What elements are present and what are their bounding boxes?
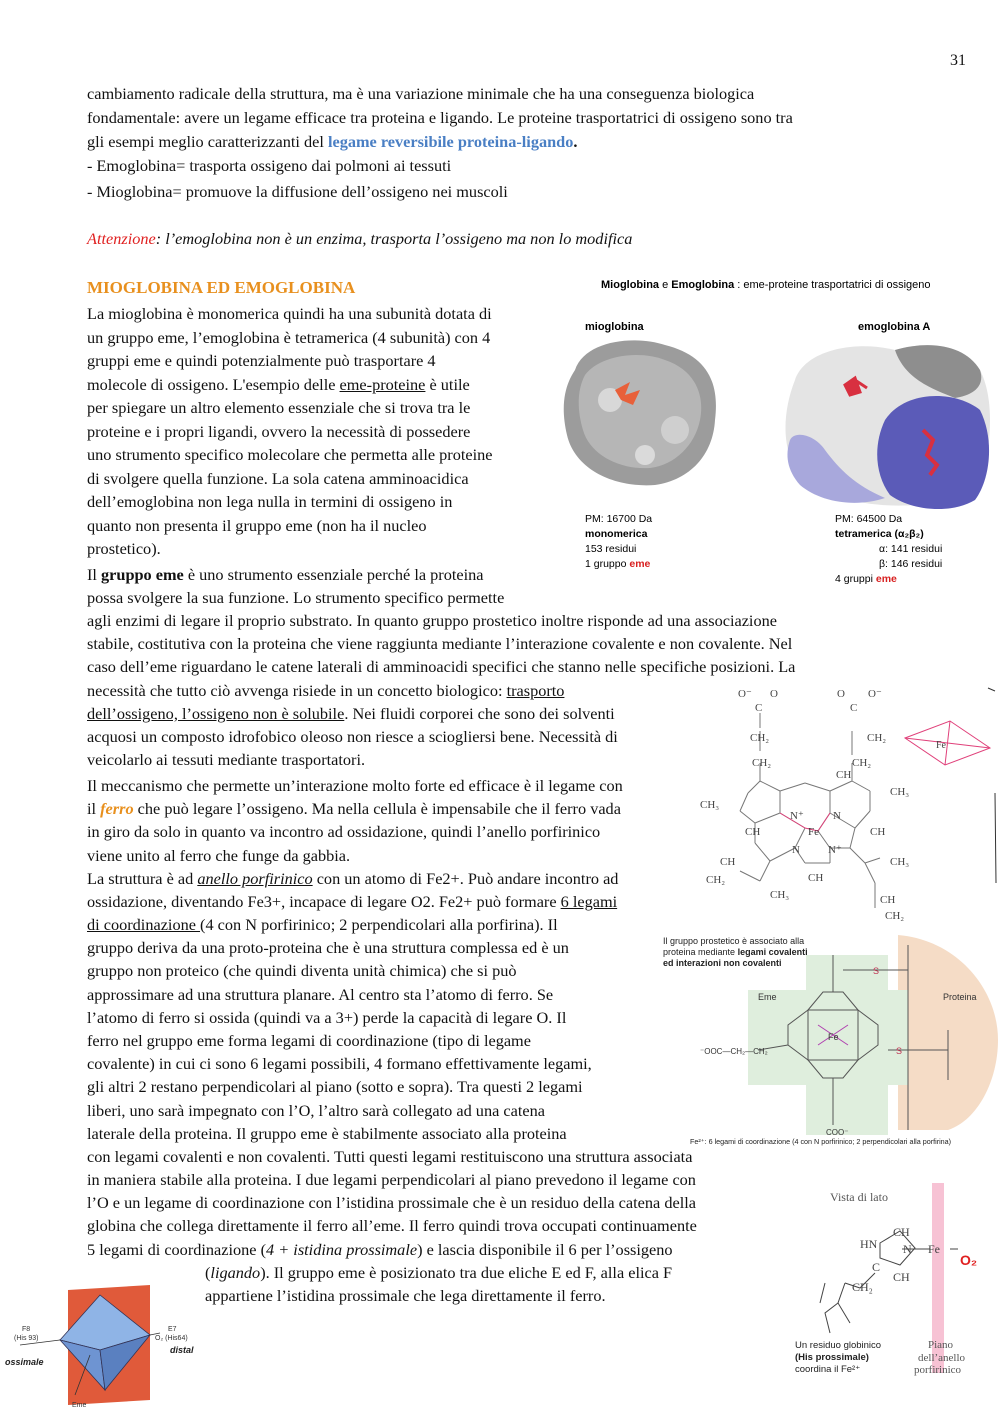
para2-line: caso dell’eme riguardano le catene laterali di amminoacidi specifici che stanno nelle specifiche posizioni. La: [87, 657, 796, 676]
para1-line: quanto non presenta il gruppo eme (non ha il nucleo: [87, 516, 427, 535]
para1-line: di svolgere quella funzione. La sola catena amminoacidica: [87, 469, 469, 488]
svg-text:PM: 16700 Da: PM: 16700 Da: [585, 513, 653, 525]
svg-text:β: 146 residui: β: 146 residui: [879, 558, 943, 570]
svg-text:N⁺: N⁺: [790, 810, 804, 822]
svg-text:(His 93): (His 93): [14, 1335, 39, 1342]
svg-text:Fe: Fe: [936, 740, 946, 751]
svg-text:CH₂: CH₂: [852, 757, 872, 769]
para2-line: stabile, costitutiva con la proteina che viene raggiunta mediante l’interazione covalente e non covalente. Nel: [87, 634, 793, 653]
svg-text:O: O: [837, 688, 845, 700]
para4-line: globina che collega direttamente il ferro all’eme. Il ferro quindi trova occupati continuamente: [87, 1216, 697, 1235]
para1-line: uno strumento specifico molecolare che permetta alle proteine: [87, 445, 493, 464]
section-title: MIOGLOBINA ED EMOGLOBINA: [87, 278, 356, 297]
svg-text:CH: CH: [745, 826, 761, 838]
svg-text:CH₃: CH₃: [890, 856, 910, 868]
para4-line: (ligando). Il gruppo eme è posizionato tra due eliche E ed F, alla elica F: [205, 1263, 673, 1282]
para2-line: veicolarlo ai tessuti mediante trasportatori.: [87, 750, 366, 769]
svg-text:Vista di lato: Vista di lato: [830, 1190, 888, 1204]
proteina-label: Proteina: [943, 992, 977, 1002]
para1-line: prostetico).: [87, 539, 161, 558]
fe-plane-icon: [905, 721, 990, 765]
svg-text:C: C: [872, 1260, 881, 1274]
para4-line: di coordinazione (4 con N porfirinico; 2 perpendicolari alla porfirina). Il: [87, 915, 558, 934]
svg-text:porfirinico: porfirinico: [914, 1364, 962, 1376]
svg-text:O: O: [770, 688, 778, 700]
svg-text:S: S: [873, 966, 880, 976]
svg-text:(His prossimale): (His prossimale): [795, 1352, 869, 1363]
fig1-title: Mioglobina e Emoglobina : eme-proteine trasportatrici di ossigeno: [601, 279, 931, 291]
para2-line: Il gruppo eme è uno strumento essenziale perché la proteina: [87, 565, 484, 584]
svg-text:COO⁻: COO⁻: [826, 1128, 849, 1137]
svg-text:monomerica: monomerica: [585, 528, 648, 540]
para3-line: Il meccanismo che permette un’interazione molto forte ed efficace è il legame con: [87, 776, 623, 795]
para1-line: proteine e i propri ligandi, ovvero la necessità di possedere: [87, 422, 471, 441]
para4-line: con legami covalenti e non covalenti. Tutti questi legami restituiscono una struttura associata: [87, 1147, 693, 1166]
svg-text:proteina mediante legami coval: proteina mediante legami covalenti: [663, 947, 808, 957]
emoglobina-label: emoglobina A: [858, 321, 931, 333]
para2-line: agli enzimi di legare il proprio substrato. In quanto gruppo prostetico inoltre risponde ad una associazione: [87, 611, 777, 630]
svg-text:CH: CH: [870, 826, 886, 838]
side-view-figure: [790, 1183, 1000, 1383]
para4-line: La struttura è ad anello porfirinico con un atomo di Fe2+. Può andare incontro ad: [87, 869, 619, 888]
para2-line: acquosi un composto idrofobico oleoso non riesce a sciogliersi bene. Necessità di: [87, 727, 618, 746]
mioglobina-caption: [585, 513, 652, 570]
svg-text:CH₃: CH₃: [700, 799, 720, 811]
para1-line: per spiegare un altro elemento essenziale che si trova tra le: [87, 398, 471, 417]
para2-line: possa svolgere la sua funzione. Lo strumento specifico permette: [87, 588, 505, 607]
page-number: 31: [950, 52, 966, 69]
svg-text:Piano: Piano: [928, 1339, 954, 1351]
svg-text:F8: F8: [22, 1326, 31, 1333]
svg-text:C: C: [850, 702, 858, 714]
svg-text:ed interazioni non covalenti: ed interazioni non covalenti: [663, 958, 782, 968]
svg-text:O₂ (His64): O₂ (His64): [155, 1335, 188, 1342]
para4-line: l’O e un legame di coordinazione con l’istidina prossimale che è un residuo della catena della: [87, 1193, 696, 1212]
porphyrin-structure-figure: [700, 683, 1000, 923]
svg-text:CH₂: CH₂: [885, 910, 905, 922]
svg-text:CH₂: CH₂: [750, 732, 770, 744]
svg-text:Fe: Fe: [808, 826, 819, 838]
fig3-bottom-caption: Fe²⁺: 6 legami di coordinazione (4 con N porfirinico; 2 perpendicolari alla porfirina): [690, 1137, 952, 1146]
para1-line: un gruppo eme, l’emoglobina è tetramerica (4 subunità) con 4: [87, 328, 491, 347]
bullet-emoglobina: - Emoglobina= trasporta ossigeno dai polmoni ai tessuti: [87, 156, 452, 175]
para4-line: gli altri 2 restano perpendicolari al piano (sotto e sopra). Tra questi 2 legami: [87, 1077, 583, 1096]
svg-text:Il gruppo prostetico è associa: Il gruppo prostetico è associato alla: [663, 936, 805, 946]
svg-text:CH₃: CH₃: [890, 786, 910, 798]
para4-line: covalente) in cui ci sono 6 legami possibili, 4 formano effettivamente legami,: [87, 1054, 592, 1073]
o2-label: O₂: [960, 1252, 978, 1268]
emoglobina-caption: [835, 513, 942, 585]
para4-line: in maniera stabile alla proteina. I due legami perpendicolari al piano prevedono il legame con: [87, 1170, 696, 1189]
heme-protein-figure: [658, 930, 1000, 1150]
svg-text:N: N: [833, 810, 841, 822]
svg-text:CH: CH: [893, 1225, 910, 1239]
svg-text:α: 141 residui: α: 141 residui: [879, 543, 943, 555]
para4-line: approssimare ad una struttura planare. Al centro sta l’atomo di ferro. Se: [87, 985, 554, 1004]
para4-line: appartiene l’istidina prossimale che lega direttamente il ferro.: [205, 1286, 606, 1305]
myoglobin-structure: [564, 340, 716, 485]
svg-text:4 gruppi eme: 4 gruppi eme: [835, 573, 897, 585]
svg-text:CH₃: CH₃: [770, 889, 790, 901]
svg-text:153 residui: 153 residui: [585, 543, 637, 555]
para4-line: gruppo deriva da una proto-proteina che è una struttura complessa ed è un: [87, 938, 569, 957]
svg-text:CH₂: CH₂: [752, 757, 772, 769]
para2-line: dell’ossigeno, l’ossigeno non è solubile. Nei fluidi corporei che sono dei solventi: [87, 704, 615, 723]
para3-line: viene unito al ferro che funge da gabbia.: [87, 846, 351, 865]
svg-text:CH: CH: [893, 1270, 910, 1284]
svg-text:PM: 64500 Da: PM: 64500 Da: [835, 513, 903, 525]
octahedral-figure: [0, 1285, 200, 1413]
para2-line: necessità che tutto ciò avvenga risiede in un concetto biologico: trasporto: [87, 681, 565, 700]
attention-note: Attenzione: l’emoglobina non è un enzima, trasporta l’ossigeno ma non lo modifica: [87, 229, 633, 248]
svg-text:Eme: Eme: [72, 1402, 87, 1409]
svg-text:coordina il Fe²⁺: coordina il Fe²⁺: [795, 1364, 861, 1375]
svg-text:CH: CH: [808, 872, 824, 884]
svg-text:dell’anello: dell’anello: [918, 1352, 966, 1364]
svg-text:Fe: Fe: [828, 1032, 839, 1042]
globin-structures-figure: [555, 270, 1000, 590]
para4-line: ferro nel gruppo eme forma legami di coordinazione (tipo di legame: [87, 1031, 531, 1050]
para1-line: dell’emoglobina non lega nulla in termini di ossigeno in: [87, 492, 453, 511]
svg-text:CH₂: CH₂: [706, 874, 726, 886]
para1-line: molecole di ossigeno. L'esempio delle eme-proteine è utile: [87, 375, 470, 394]
mioglobina-label: mioglobina: [585, 321, 644, 333]
para4-line: l’atomo di ferro si ossida (quindi va a 3+) perde la capacità di legare O. Il: [87, 1008, 567, 1027]
svg-text:C: C: [755, 702, 763, 714]
svg-text:CH: CH: [836, 769, 852, 781]
svg-text:distal: distal: [170, 1345, 194, 1355]
svg-text:ossimale: ossimale: [5, 1357, 44, 1367]
svg-text:CH: CH: [880, 894, 896, 906]
svg-text:⁻OOC—CH₂—CH₂: ⁻OOC—CH₂—CH₂: [700, 1047, 768, 1056]
svg-text:N: N: [903, 1242, 912, 1256]
svg-text:O⁻: O⁻: [868, 688, 882, 700]
para4-line: liberi, uno sarà impegnato con l’O, l’altro sarà collegato ad una catena: [87, 1101, 545, 1120]
para4-line: 5 legami di coordinazione (4 + istidina prossimale) e lascia disponibile il 6 per l’ossigeno: [87, 1240, 673, 1259]
svg-text:Fe: Fe: [928, 1242, 940, 1256]
svg-text:HN: HN: [860, 1237, 878, 1251]
svg-text:O⁻: O⁻: [738, 688, 752, 700]
para4-line: ossidazione, diventando Fe3+, incapace di legare O2. Fe2+ può formare 6 legami: [87, 892, 618, 911]
bullet-mioglobina: - Mioglobina= promuove la diffusione dell’ossigeno nei muscoli: [87, 182, 508, 201]
svg-text:N⁺: N⁺: [828, 844, 842, 856]
para1-line: La mioglobina è monomerica quindi ha una subunità dotata di: [87, 304, 492, 323]
svg-text:CH: CH: [720, 856, 736, 868]
svg-text:CH₂: CH₂: [867, 732, 887, 744]
para3-line: il ferro che può legare l’ossigeno. Ma nella cellula è impensabile che il ferro vada: [87, 799, 621, 818]
para3-line: in giro da solo in quanto va incontro ad ossidazione, quindi l’anello porfirinico: [87, 822, 601, 841]
para1-line: gruppi eme e quindi potenzialmente può trasportare 4: [87, 351, 436, 370]
svg-text:S: S: [896, 1046, 903, 1056]
para4-line: gruppo non proteico (che quindi diventa unità chimica) che si può: [87, 961, 517, 980]
svg-text:tetramerica (α₂β₂): tetramerica (α₂β₂): [835, 528, 924, 540]
intro-line-1: cambiamento radicale della struttura, ma è una variazione minimale che ha una conseguenza biologica: [87, 84, 755, 103]
intro-line-2: fondamentale: avere un legame efficace tra proteina e ligando. Le proteine trasportatrici di ossigeno sono tra: [87, 108, 793, 127]
hemoglobin-structure: [785, 345, 990, 509]
svg-text:1 gruppo eme: 1 gruppo eme: [585, 558, 651, 570]
svg-text:CH₂: CH₂: [852, 1280, 873, 1294]
para4-line: laterale della proteina. Il gruppo eme è stabilmente associato alla proteina: [87, 1124, 567, 1143]
svg-text:Un residuo globinico: Un residuo globinico: [795, 1340, 882, 1351]
intro-line-3: gli esempi meglio caratterizzanti del legame reversibile proteina-ligando.: [87, 132, 578, 151]
svg-text:N: N: [792, 844, 800, 856]
eme-label: Eme: [758, 992, 777, 1002]
svg-text:E7: E7: [168, 1326, 177, 1333]
